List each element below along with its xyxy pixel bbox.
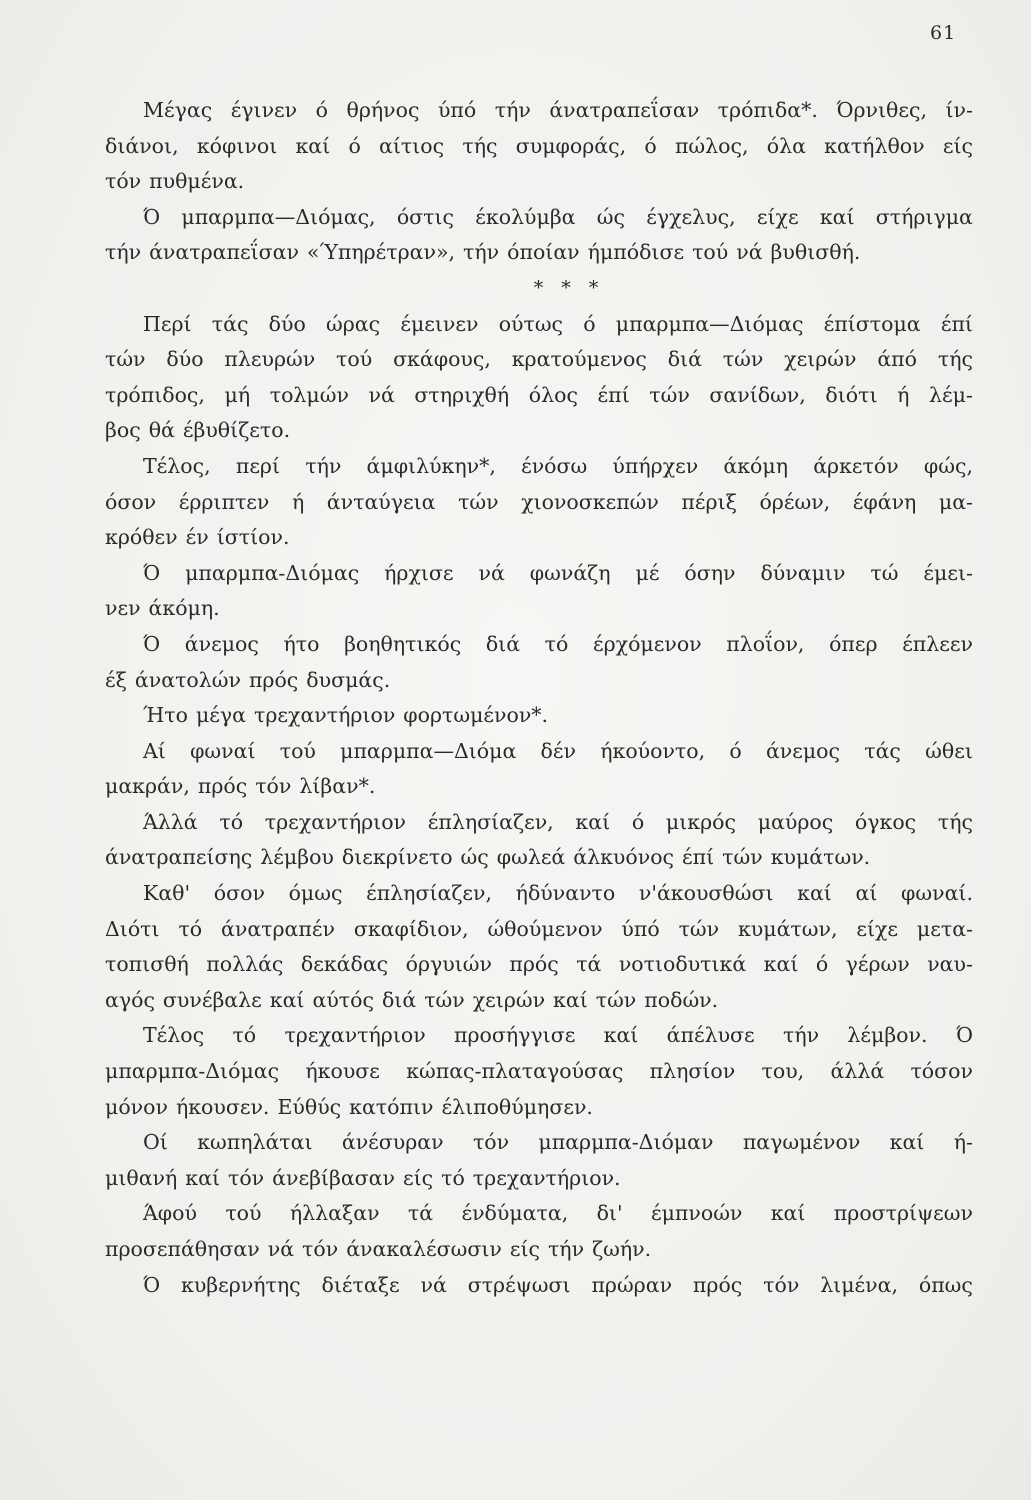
text-line: Οί κωπηλάται άνέσυραν τόν μπαρμπα-Διόμαν παγωμένον καί ή- (143, 1130, 973, 1155)
text-line: κρόθεν έν ίστίον. (105, 525, 290, 550)
text-line: διάνοι, κόφινοι καί ό αίτιος τής συμφοράς, ό πώλος, όλα κατήλθον είς (105, 133, 973, 158)
text-line: Ό κυβερνήτης διέταξε νά στρέψωσι πρώραν πρός τόν λιμένα, όπως (143, 1272, 973, 1297)
text-line: Άλλά τό τρεχαντήριον έπλησίαζεν, καί ό μικρός μαύρος όγκος τής (143, 809, 973, 834)
text-line: Τέλος τό τρεχαντήριον προσήγγισε καί άπέλυσε τήν λέμβον. Ό (143, 1023, 973, 1048)
text-line: μιθανή καί τόν άνεβίβασαν είς τό τρεχαντήριον. (105, 1165, 621, 1190)
text-line: Καθ' όσον όμως έπλησίαζεν, ήδύναντο ν'άκουσθώσι καί αί φωναί. (143, 881, 973, 906)
text-line: αγός συνέβαλε καί αύτός διά τών χειρών καί τών ποδών. (105, 987, 719, 1012)
text-line: τήν άνατραπεΐσαν «Ύπηρέτραν», τήν όποίαν ήμπόδισε τού νά βυθισθή. (105, 240, 861, 265)
text-line: μπαρμπα-Διόμας ήκουσε κώπας-πλαταγούσας πλησίον του, άλλά τόσον (105, 1059, 973, 1084)
text-line: Αί φωναί τού μπαρμπα—Διόμα δέν ήκούοντο, ό άνεμος τάς ώθει (143, 738, 973, 763)
text-line: τρόπιδος, μή τολμών νά στηριχθή όλος έπί τών σανίδων, διότι ή λέμ- (105, 382, 973, 407)
text-line: άνατραπείσης λέμβου διεκρίνετο ώς φωλεά άλκυόνος έπί τών κυμάτων. (105, 845, 871, 870)
text-line: Διότι τό άνατραπέν σκαφίδιον, ώθούμενον ύπό τών κυμάτων, είχε μετα- (105, 916, 973, 941)
text-line: Ό άνεμος ήτο βοηθητικός διά τό έρχόμενον πλοΐον, όπερ έπλεεν (143, 631, 973, 656)
text-line: Τέλος, περί τήν άμφιλύκην*, ένόσω ύπήρχεν άκόμη άρκετόν φώς, (143, 453, 973, 478)
text-line: Περί τάς δύο ώρας έμεινεν ούτως ό μπαρμπα—Διόμας έπίστομα έπί (143, 311, 973, 336)
body-text (105, 93, 973, 1303)
text-line: βος θά έβυθίζετο. (105, 418, 291, 443)
text-line: νεν άκόμη. (105, 596, 220, 621)
text-line: Ήτο μέγα τρεχαντήριον φορτωμένον*. (143, 703, 549, 728)
page-number: 61 (930, 22, 957, 44)
section-separator: * * * (533, 276, 605, 299)
text-line: τοπισθή πολλάς δεκάδας όργυιών πρός τά νοτιοδυτικά καί ό γέρων ναυ- (105, 952, 973, 977)
text-line: Μέγας έγινεν ό θρήνος ύπό τήν άνατραπεΐσαν τρόπιδα*. Όρνιθες, ίν- (143, 98, 973, 122)
text-line: προσεπάθησαν νά τόν άνακαλέσωσιν είς τήν ζωήν. (105, 1237, 652, 1261)
text-line: όσον έρριπτεν ή άνταύγεια τών χιονοσκεπών πέριξ όρέων, έφάνη μα- (105, 489, 973, 514)
text-line: Ό μπαρμπα—Διόμας, όστις έκολύμβα ώς έγχελυς, είχε καί στήριγμα (143, 204, 973, 229)
text-line: μόνον ήκουσεν. Εύθύς κατόπιν έλιποθύμησεν. (105, 1094, 593, 1119)
text-line: Ό μπαρμπα-Διόμας ήρχισε νά φωνάζη μέ όσην δύναμιν τώ έμει- (143, 560, 973, 585)
text-line: τών δύο πλευρών τού σκάφους, κρατούμενος διά τών χειρών άπό τής (105, 347, 973, 372)
text-line: έξ άνατολών πρός δυσμάς. (105, 667, 391, 692)
text-line: τόν πυθμένα. (105, 169, 245, 194)
text-line: μακράν, πρός τόν λίβαν*. (105, 774, 376, 799)
text-line: Άφού τού ήλλαξαν τά ένδύματα, δι' έμπνοών καί προστρίψεων (143, 1201, 973, 1226)
